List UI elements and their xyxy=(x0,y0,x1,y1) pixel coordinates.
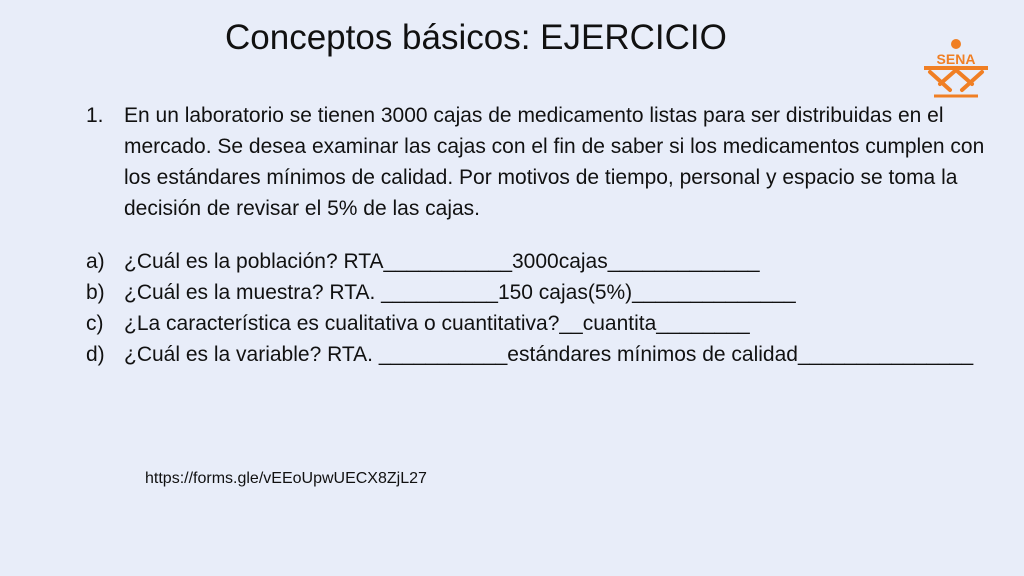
problem-statement xyxy=(86,100,986,224)
question-text: ¿La característica es cualitativa o cuantitativa?__cuantita________ xyxy=(124,312,750,335)
question-letter: c) xyxy=(86,312,104,335)
question-c xyxy=(86,308,986,339)
problem-number: 1. xyxy=(86,104,104,127)
forms-link[interactable]: https://forms.gle/vEEoUpwUECX8ZjL27 xyxy=(145,470,427,487)
sena-logo-icon xyxy=(920,38,992,100)
logo-text: SENA xyxy=(936,51,976,67)
question-letter: d) xyxy=(86,343,105,366)
question-letter: b) xyxy=(86,281,105,304)
question-b xyxy=(86,277,986,308)
question-list xyxy=(86,246,986,370)
question-a xyxy=(86,246,986,277)
sena-logo xyxy=(920,38,992,100)
problem-text: En un laboratorio se tienen 3000 cajas de medicamento listas para ser distribuidas en el mercado. Se desea examinar las cajas con el fin de saber si los medicamentos cumplen con los estándares mínimos de calidad. Por motivos de tiempo, personal y espacio se toma la decisión de revisar el 5% de las cajas. xyxy=(124,104,985,220)
question-letter: a) xyxy=(86,250,105,273)
question-text: ¿Cuál es la muestra? RTA. __________150 cajas(5%)______________ xyxy=(124,281,796,304)
slide-body xyxy=(86,100,986,370)
question-text: ¿Cuál es la población? RTA___________3000cajas_____________ xyxy=(124,250,760,273)
slide-title: Conceptos básicos: EJERCICIO xyxy=(225,18,727,57)
question-d xyxy=(86,339,986,370)
question-text: ¿Cuál es la variable? RTA. ___________estándares mínimos de calidad_______________ xyxy=(124,343,974,366)
